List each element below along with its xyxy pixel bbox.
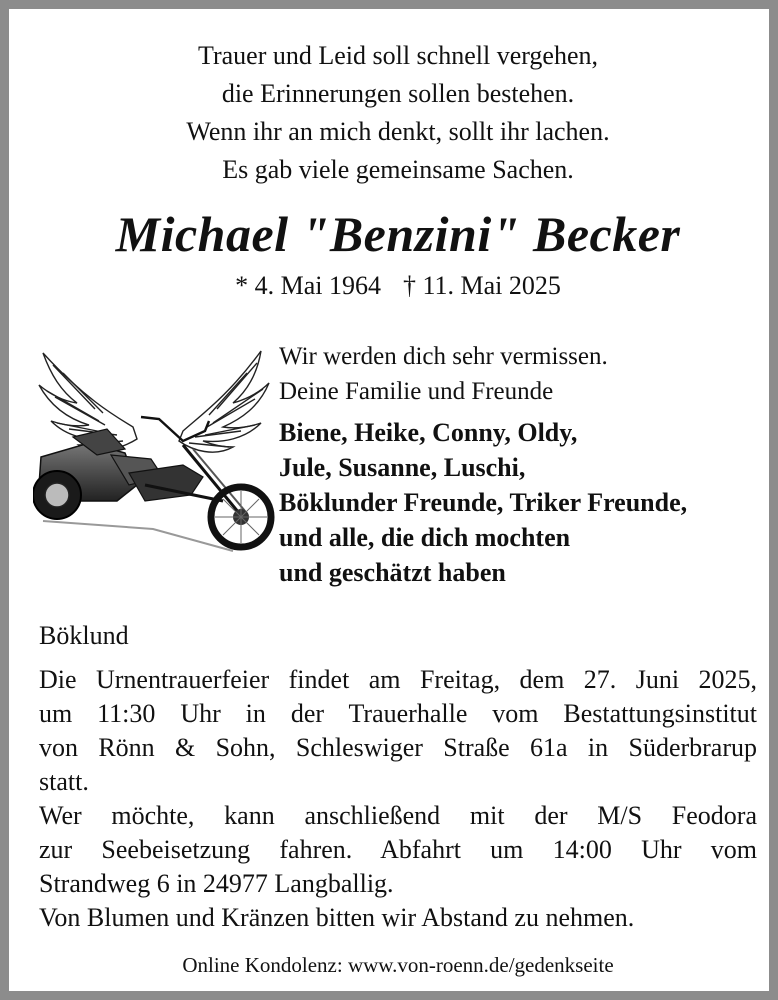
death-date: † 11. Mai 2025 bbox=[402, 271, 561, 300]
poem-line: die Erinnerungen sollen bestehen. bbox=[221, 79, 575, 108]
mourner-intro bbox=[279, 339, 608, 409]
poem-line: Trauer und Leid soll schnell vergehen, bbox=[197, 41, 599, 70]
intro-line: Wir werden dich sehr vermissen. bbox=[279, 343, 608, 370]
mourner-line: Jule, Susanne, Luschi, bbox=[279, 453, 526, 482]
ceremony-line: Strandweg 6 in 24977 Langballig. bbox=[39, 869, 394, 898]
intro-line: Deine Familie und Freunde bbox=[279, 378, 554, 405]
poem bbox=[9, 37, 778, 189]
ceremony-line: Von Blumen und Kränzen bitten wir Abstand zu nehmen. bbox=[39, 903, 635, 932]
mourner-line: und geschätzt haben bbox=[279, 558, 506, 587]
mourner-line: Böklunder Freunde, Triker Freunde, bbox=[279, 488, 688, 517]
life-dates bbox=[9, 271, 778, 301]
ceremony-line: von Rönn & Sohn, Schleswiger Straße 61a in Süderbrarup bbox=[39, 733, 757, 762]
ceremony-line: zur Seebeisetzung fahren. Abfahrt um 14:00 Uhr vom bbox=[39, 835, 757, 864]
mourner-names bbox=[279, 415, 687, 590]
mourner-line: und alle, die dich mochten bbox=[279, 523, 571, 552]
ceremony-line: Die Urnentrauerfeier findet am Freitag, dem 27. Juni 2025, bbox=[39, 665, 757, 694]
place: Böklund bbox=[39, 621, 129, 650]
ceremony-info bbox=[39, 663, 757, 935]
ceremony-line: statt. bbox=[39, 767, 89, 796]
online-condolence: Online Kondolenz: www.von-roenn.de/gedenkseite bbox=[182, 953, 614, 977]
poem-line: Wenn ihr an mich denkt, sollt ihr lachen. bbox=[186, 117, 610, 146]
mourner-line: Biene, Heike, Conny, Oldy, bbox=[279, 418, 578, 447]
winged-trike-icon bbox=[33, 345, 277, 561]
deceased-name: Michael "Benzini" Becker bbox=[115, 206, 681, 262]
ceremony-line: Wer möchte, kann anschließend mit der M/S Feodora bbox=[39, 801, 757, 830]
birth-date: * 4. Mai 1964 bbox=[235, 271, 381, 300]
ceremony-line: um 11:30 Uhr in der Trauerhalle vom Bestattungsinstitut bbox=[39, 699, 757, 728]
poem-line: Es gab viele gemeinsame Sachen. bbox=[222, 155, 574, 184]
